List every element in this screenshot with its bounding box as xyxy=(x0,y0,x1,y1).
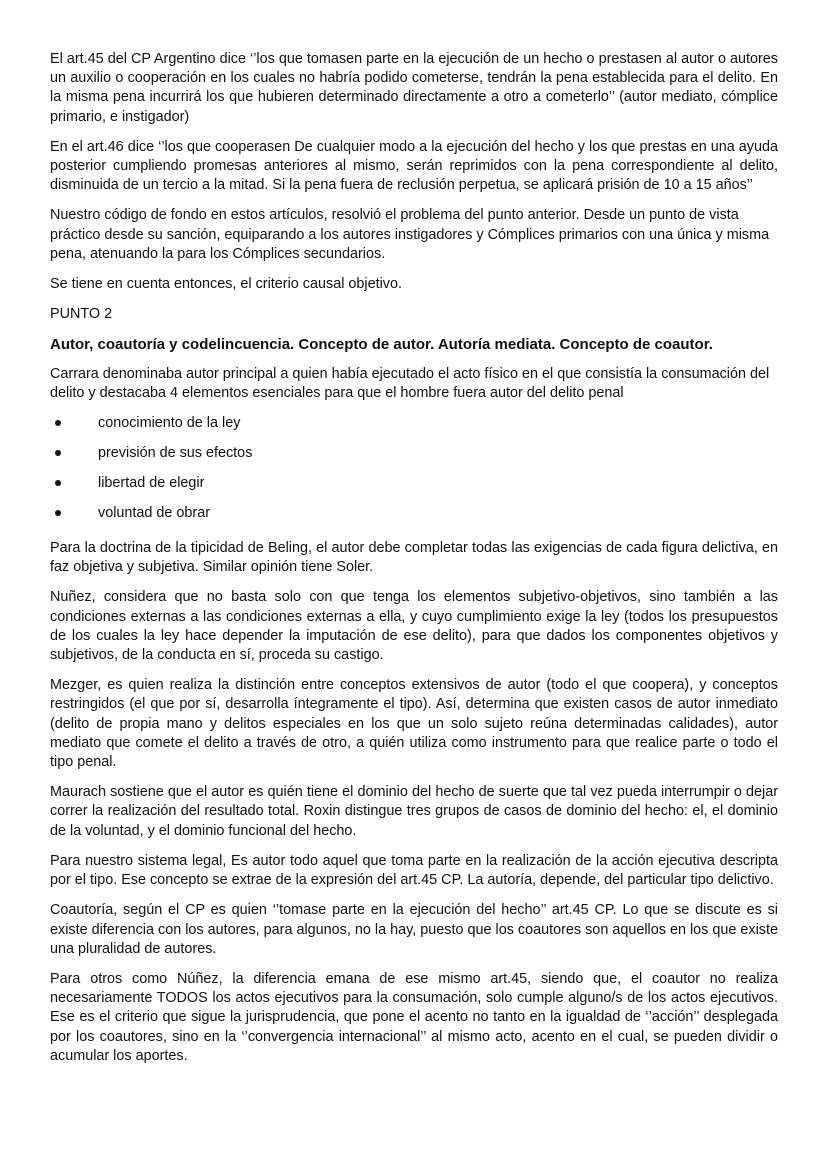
paragraph-coautoria: Coautoría, según el CP es quien ‘’tomase parte en la ejecución del hecho’’ art.45 CP. Lo que se discute es si existe diferencia con los autores, para algunos, no la hay, puesto que los coautores son aquellos en los que existe una pluralidad de autores. xyxy=(50,902,778,957)
list-item: libertad de elegir xyxy=(50,474,778,504)
bullet-icon xyxy=(55,420,61,426)
paragraph-sistema-legal: Para nuestro sistema legal, Es autor todo aquel que toma parte en la realización de la acción ejecutiva descripta por el tipo. Ese concepto se extrae de la expresión del art.45 CP. La autoría, depende, del particular tipo delictivo. xyxy=(50,852,778,889)
paragraph-otros-nunez: Para otros como Núñez, la diferencia emana de ese mismo art.45, siendo que, el coautor no realiza necesariamente TODOS los actos ejecutivos para la consumación, solo cumple alguno/s de los actos ejecutivos. Ese es el criterio que sigue la jurisprudencia, que pone el acento no tanto en la igualdad de ‘’acción’’ desplegada por los coautores, sino en la ‘’convergencia internacional’’ al mismo acto, acento en el cual, se pueden dividir o acumular los aportes. xyxy=(50,970,778,1064)
paragraph-codigo-fondo: Nuestro código de fondo en estos artículos, resolvió el problema del punto anterior. Desde un punto de vista práctico desde su sanción, equiparando a los autores instigadores y Cómplices primarios con una única y misma pena, atenuando la para los Cómplices secundarios. xyxy=(50,207,770,262)
paragraph-beling: Para la doctrina de la tipicidad de Beling, el autor debe completar todas las exigencias de cada figura delictiva, en faz objetiva y subjetiva. Similar opinión tiene Soler. xyxy=(50,540,778,576)
section-label-punto-2: PUNTO 2 xyxy=(50,306,113,323)
bullet-icon xyxy=(55,510,61,516)
paragraph-maurach: Maurach sostiene que el autor es quién tiene el dominio del hecho de suerte que tal vez pueda interrumpir o dejar correr la realización del resultado total. Roxin distingue tres grupos de casos de dominio del hecho: el, el dominio de la voluntad, y el dominio funcional del hecho. xyxy=(50,784,778,839)
list-item: voluntad de obrar xyxy=(50,504,778,534)
paragraph-criterio-causal: Se tiene en cuenta entonces, el criterio causal objetivo. xyxy=(50,276,402,293)
section-heading: Autor, coautoría y codelincuencia. Concepto de autor. Autoría mediata. Concepto de coautor. xyxy=(50,336,713,354)
paragraph-nunez: Nuñez, considera que no basta solo con que tenga los elementos subjetivo-objetivos, sino también a las condiciones externas a las condiciones externas a ella, y cuyo cumplimiento exige la ley (todos los presupuestos de los cuales la ley hace depender la imputación de ese delito), para que dados los componentes objetivos y subjetivos, de la conducta en sí, proceda su castigo. xyxy=(50,589,778,664)
paragraph-carrara: Carrara denominaba autor principal a quien había ejecutado el acto físico en el que consistía la consumación del delito y destacaba 4 elementos esenciales para que el hombre fuera autor del delito penal xyxy=(50,365,770,401)
paragraph-art46: En el art.46 dice ‘’los que cooperasen De cualquier modo a la ejecución del hecho y los que prestas en una ayuda posterior cumpliendo promesas anteriores al mismo, serán reprimidos con la pena correspondiente al delito, disminuida de un tercio a la mitad. Si la pena fuera de reclusión perpetua, se aplicará prisión de 10 a 15 años’’ xyxy=(50,138,778,194)
bullet-icon xyxy=(55,450,61,456)
paragraph-mezger: Mezger, es quien realiza la distinción entre conceptos extensivos de autor (todo el que coopera), y conceptos restringidos (el que por sí, desarrolla íntegramente el tipo). Así, determina que existen casos de autor inmediato (delito de propia mano y delitos especiales en los que un solo sujeto reúna determinadas calidades), autor mediato que comete el delito a través de otro, a quién utiliza como instrumento para que realice parte o todo el tipo penal. xyxy=(50,677,778,771)
elements-list xyxy=(50,414,778,534)
bullet-icon xyxy=(55,480,61,486)
list-item: conocimiento de la ley xyxy=(50,414,778,444)
paragraph-art45: El art.45 del CP Argentino dice ‘’los que tomasen parte en la ejecución de un hecho o prestasen al autor o autores un auxilio o cooperación en los cuales no habría podido cometerse, tendrán la pena establecida para el delito. En la misma pena incurrirá los que hubieren determinado directamente a otro a cometerlo’’ (autor mediato, cómplice primario, e instigador) xyxy=(50,51,778,125)
list-item: previsión de sus efectos xyxy=(50,444,778,474)
